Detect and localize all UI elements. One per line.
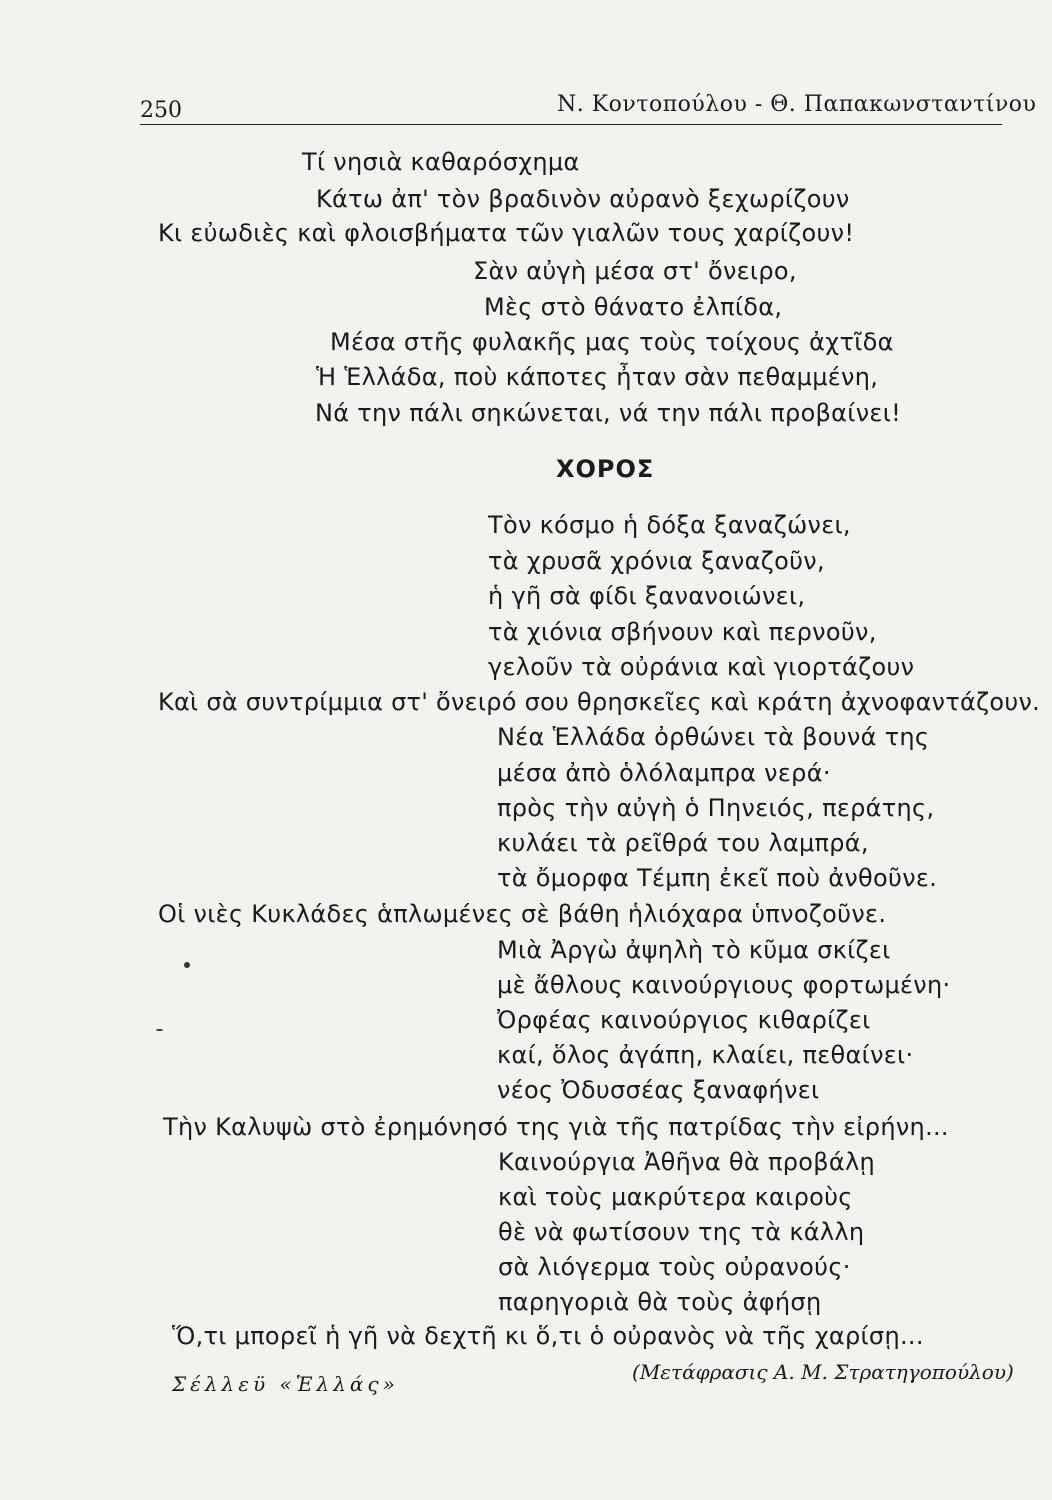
verse-line: καὶ τοὺς μακρύτερα καιροὺς — [498, 1183, 853, 1211]
verse-line: τὰ ὄμορφα Τέμπη ἐκεῖ ποὺ ἀνθοῦνε. — [497, 864, 938, 892]
verse-line: Νέα Ἑλλάδα ὀρθώνει τὰ βουνά της — [497, 723, 930, 751]
verse-line: Οἱ νιὲς Κυκλάδες ἁπλωμένες σὲ βάθη ἡλιόχαρα ὑπνοζοῦνε. — [158, 900, 887, 928]
translator-credit: (Μετάφρασις Α. Μ. Στρατηγοπούλου) — [632, 1360, 1014, 1384]
verse-line: Νά την πάλι σηκώνεται, νά την πάλι προβαίνει! — [315, 399, 902, 427]
header-rule — [140, 124, 1002, 125]
verse-line: Κάτω ἀπ' τὸν βραδινὸν αὐρανὸ ξεχωρίζουν — [316, 185, 850, 213]
verse-line: Ἡ Ἑλλάδα, ποὺ κάποτες ἦταν σὰν πεθαμμένη, — [316, 363, 879, 391]
ink-speck — [184, 962, 190, 968]
verse-line: ἡ γῆ σὰ φίδι ξανανοιώνει, — [488, 582, 806, 610]
verse-line: Μέσα στῆς φυλακῆς μας τοὺς τοίχους ἀχτῖδα — [330, 328, 894, 356]
verse-line: μὲ ἄθλους καινούργιους φορτωμένη· — [497, 971, 951, 999]
verse-line: κυλάει τὰ ρεῖθρά του λαμπρά, — [497, 829, 869, 857]
verse-line: παρηγοριὰ θὰ τοὺς ἀφήσῃ — [498, 1288, 822, 1316]
chorus-heading: ΧΟΡΟΣ — [556, 455, 655, 483]
verse-line: τὰ χρυσᾶ χρόνια ξαναζοῦν, — [488, 547, 825, 575]
verse-line: μέσα ἀπὸ ὁλόλαμπρα νερά· — [497, 759, 831, 787]
verse-line: τὰ χιόνια σβήνουν καὶ περνοῦν, — [488, 618, 877, 646]
verse-line: νέος Ὀδυσσέας ξαναφήνει — [497, 1076, 820, 1104]
verse-line: Σὰν αὐγὴ μέσα στ' ὄνειρο, — [473, 257, 797, 285]
verse-line: γελοῦν τὰ οὐράνια καὶ γιορτάζουν — [488, 653, 915, 681]
verse-line: Τὸν κόσμο ἡ δόξα ξαναζώνει, — [488, 511, 851, 539]
verse-line: Μὲς στὸ θάνατο ἐλπίδα, — [484, 293, 783, 321]
verse-line: Ὅ,τι μπορεῖ ἡ γῆ νὰ δεχτῆ κι ὅ,τι ὁ οὐρανὸς νὰ τῆς χαρίσῃ... — [172, 1322, 924, 1350]
verse-line: Τί νησιὰ καθαρόσχημα — [302, 148, 580, 176]
verse-line: σὰ λιόγερμα τοὺς οὐρανούς· — [498, 1253, 851, 1281]
running-head — [0, 0, 1052, 130]
ink-speck — [156, 1029, 163, 1031]
poet-attribution: Σέλλεϋ «Ἑλλάς» — [172, 1372, 399, 1396]
verse-line: Κι εὐωδιὲς καὶ φλοισβήματα τῶν γιαλῶν τους χαρίζουν! — [158, 219, 855, 247]
verse-line: Τὴν Καλυψὼ στὸ ἐρημόνησό της γιὰ τῆς πατρίδας τὴν εἰρήνη... — [163, 1113, 949, 1141]
header-authors: Ν. Κοντοπούλου - Θ. Παπακωνσταντίνου — [557, 92, 1037, 117]
verse-line: καί, ὅλος ἀγάπη, κλαίει, πεθαίνει· — [497, 1041, 914, 1069]
verse-line: θὲ νὰ φωτίσουν της τὰ κάλλη — [498, 1218, 865, 1246]
verse-line: Ὀρφέας καινούργιος κιθαρίζει — [497, 1006, 871, 1034]
verse-line: Καινούργια Ἀθῆνα θὰ προβάλῃ — [498, 1148, 875, 1176]
verse-line: Μιὰ Ἀργὼ ἀψηλὴ τὸ κῦμα σκίζει — [497, 936, 891, 964]
verse-line: Καὶ σὰ συντρίμμια στ' ὄνειρό σου θρησκεῖες καὶ κράτη ἀχνοφαντάζουν. — [158, 688, 1041, 716]
page-number: 250 — [140, 98, 182, 123]
verse-line: πρὸς τὴν αὐγὴ ὁ Πηνειός, περάτης, — [497, 794, 935, 822]
